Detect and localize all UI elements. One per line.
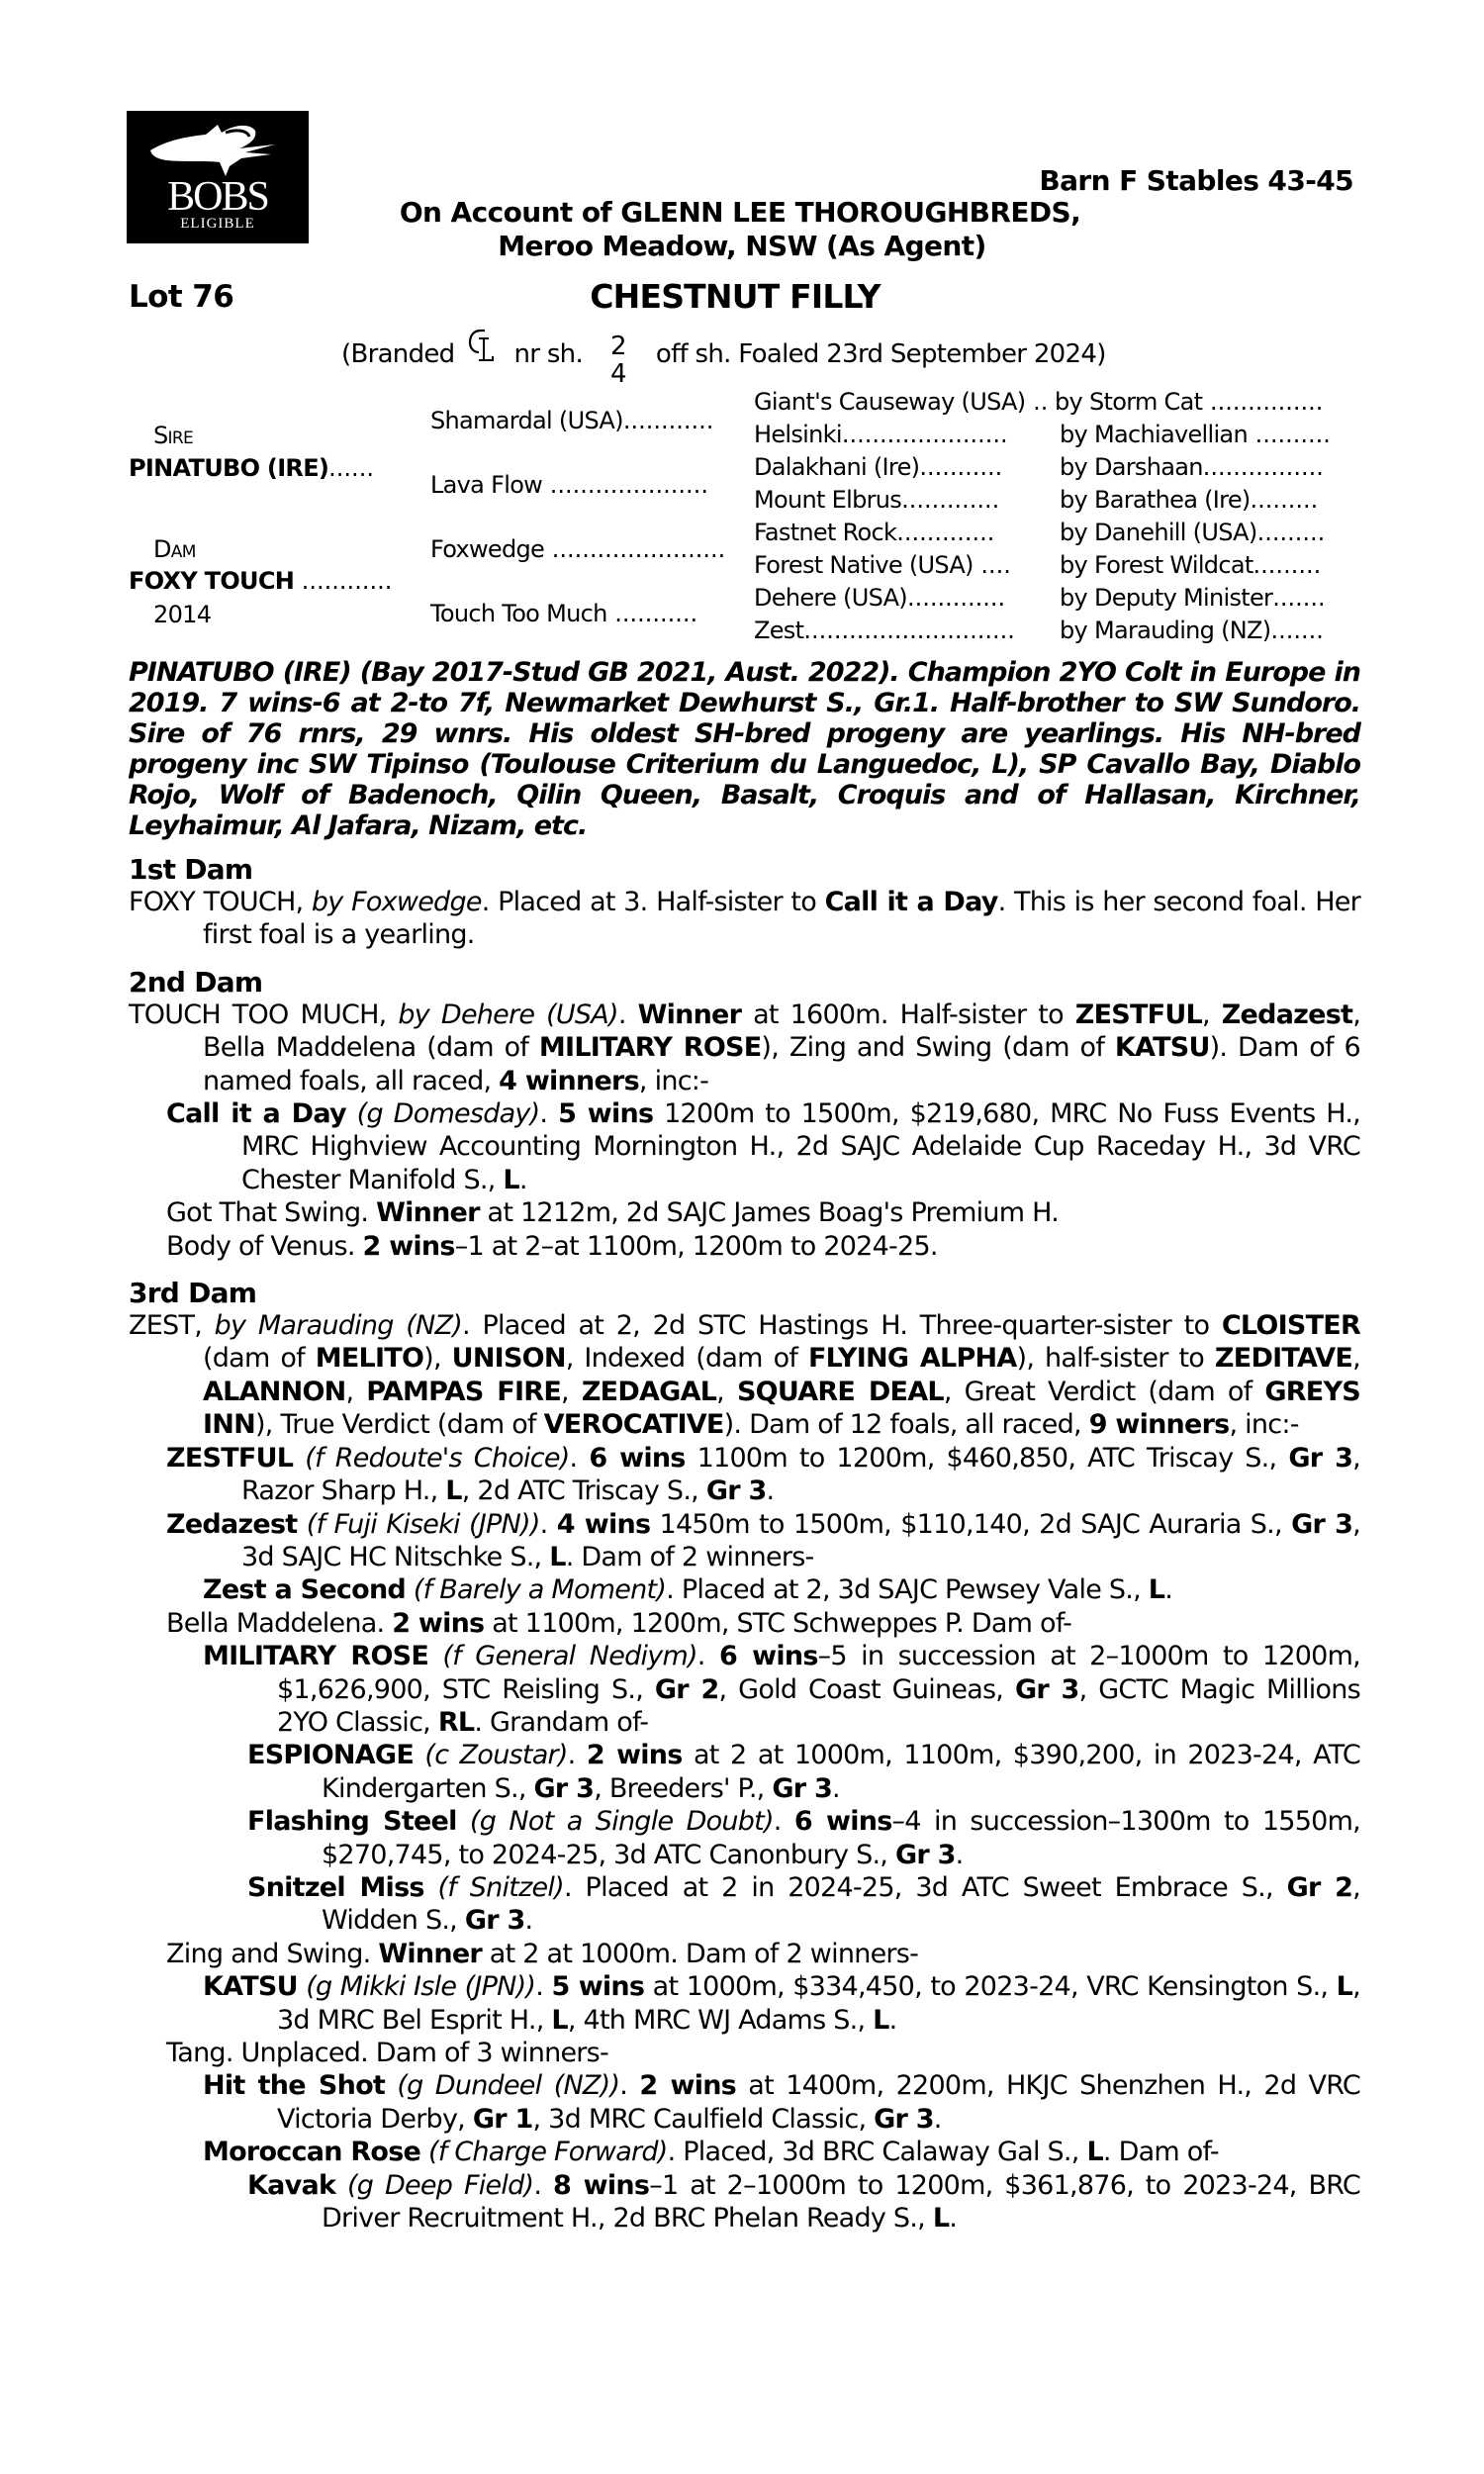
text: . — [617, 999, 638, 1030]
bold-text: Gr 2 — [1286, 1871, 1353, 1903]
text: –1 at 2–at 1100m, 1200m to 2024-25. — [454, 1230, 938, 1262]
bold-text: UNISON — [451, 1343, 566, 1375]
text: . — [773, 1806, 794, 1838]
text — [424, 1872, 438, 1903]
text: . — [696, 1641, 719, 1672]
dot-leader: ............. — [901, 486, 1000, 514]
bold-text: 4 winners — [499, 1065, 639, 1096]
text: . Placed at 2, 2d STC Hastings H. Three-quarter-sister to — [462, 1310, 1222, 1342]
pedigree-gen3-name — [754, 452, 1051, 482]
dot-leader: ................ — [1202, 453, 1324, 481]
ancestor-name: Fastnet Rock — [754, 519, 897, 546]
dot-leader: .......... — [1247, 421, 1331, 448]
italic-text: (g Not a Single Doubt) — [469, 1806, 774, 1838]
progeny-entry — [203, 2136, 1360, 2168]
bold-text: RL — [437, 1706, 475, 1738]
bold-text: MILITARY ROSE — [203, 1641, 429, 1672]
text: . — [518, 1164, 527, 1195]
ancestor-sire: by Marauding (NZ) — [1060, 617, 1271, 644]
text: . — [832, 1772, 840, 1804]
text: , Gold Coast Guineas, — [718, 1673, 1015, 1705]
bold-text: Gr 3 — [705, 1475, 767, 1507]
italic-text: by Foxwedge — [311, 887, 482, 917]
bold-text: MILITARY ROSE — [538, 1032, 762, 1064]
pedigree-gen2-entry — [430, 470, 708, 500]
ancestor-name: Lava Flow — [430, 471, 543, 499]
brand-symbol-icon — [467, 327, 501, 366]
section-heading: 2nd Dam — [129, 965, 263, 999]
text: . This is her second foal. Her first foal is a yearling. — [203, 887, 1361, 951]
bold-text: MELITO — [315, 1343, 424, 1375]
text: , Great Verdict (dam of — [943, 1376, 1265, 1407]
bold-text: 2 wins — [639, 2070, 737, 2102]
catalogue-body — [129, 657, 1360, 2235]
text: , 4th MRC WJ Adams S., — [567, 2004, 874, 2036]
bold-text: 5 wins — [551, 1971, 645, 2003]
pedigree-gen2-entry — [430, 599, 697, 628]
bold-text: L — [551, 2004, 568, 2036]
progeny-entry — [166, 2037, 1360, 2069]
text: at 1212m, 2d SAJC James Boag's Premium H. — [479, 1197, 1060, 1229]
bold-text: Gr 3 — [464, 1905, 525, 1937]
dot-leader: ............. — [896, 519, 995, 546]
dot-leader: ........... — [919, 453, 1003, 481]
pedigree-gen3-name — [754, 387, 1061, 417]
bold-text: L — [503, 1164, 519, 1195]
bold-text: Zest a Second — [203, 1574, 406, 1606]
dam-entry — [129, 1309, 1360, 1442]
pedigree-gen3-name — [754, 420, 1051, 449]
text: at 1000m, $334,450, to 2023-24, VRC Kensington S., — [644, 1971, 1337, 2003]
ancestor-sire: by Forest Wildcat — [1060, 551, 1253, 579]
text: , — [1352, 1343, 1360, 1375]
text: ), — [423, 1343, 452, 1375]
text: , Indexed (dam of — [565, 1343, 808, 1375]
bold-text: Moroccan Rose — [203, 2137, 421, 2168]
bold-text: Winner — [376, 1197, 480, 1229]
text: FOXY TOUCH, — [129, 887, 312, 917]
bold-text: L — [1336, 1971, 1353, 2003]
text: at 1600m. Half-sister to — [741, 999, 1075, 1030]
bold-text: PAMPAS FIRE — [366, 1376, 562, 1407]
text: , Widden S., — [322, 1871, 1361, 1937]
text: , — [561, 1376, 582, 1407]
text: ), half-sister to — [1016, 1343, 1215, 1375]
progeny-entry — [166, 1442, 1360, 1508]
italic-text: (g Dundeel (NZ)) — [397, 2070, 620, 2102]
bold-text: Gr 3 — [1291, 1508, 1353, 1540]
text: , inc:- — [638, 1065, 709, 1096]
text: Bella Maddelena. — [166, 1607, 393, 1639]
text: , Razor Sharp H., — [241, 1442, 1360, 1507]
text: –4 in succession–1300m to 1550m, $270,745, to 2024-25, 3d ATC Canonbury S., — [322, 1806, 1360, 1870]
text: , 3d MRC Bel Esprit H., — [277, 1971, 1360, 2036]
text: ), Zing and Swing (dam of — [761, 1032, 1115, 1064]
near-side-text: nr sh. — [513, 339, 584, 369]
bold-text: L — [445, 1475, 462, 1507]
dot-leader: .. — [1025, 388, 1049, 416]
sire-label: Sire — [153, 422, 194, 449]
bold-text: 9 winners — [1088, 1409, 1230, 1441]
text: Got That Swing. — [166, 1197, 377, 1229]
dot-leader: ............ — [294, 567, 393, 595]
bold-text: 2 wins — [362, 1230, 455, 1262]
ancestor-name: Mount Elbrus — [754, 486, 902, 514]
italic-text: (f Snitzel) — [437, 1871, 564, 1903]
text: . — [524, 1905, 533, 1937]
italic-text: by Marauding (NZ) — [214, 1310, 462, 1342]
text: . Grandam of- — [474, 1706, 649, 1738]
pedigree-gen3-sire — [1060, 485, 1356, 515]
dot-leader: ....... — [1270, 617, 1324, 644]
vendor-line-2: Meroo Meadow, NSW (As Agent) — [498, 230, 986, 262]
pedigree-gen3-sire — [1060, 518, 1356, 547]
text: . — [949, 2203, 958, 2235]
italic-text: (g Deep Field) — [347, 2169, 534, 2201]
progeny-entry — [247, 2169, 1360, 2236]
text: . Placed, 3d BRC Calaway Gal S., — [667, 2137, 1087, 2168]
dot-leader: ......... — [1252, 551, 1322, 579]
text: 1100m to 1200m, $460,850, ATC Triscay S., — [685, 1442, 1289, 1474]
bold-text: Gr 3 — [533, 1772, 595, 1804]
progeny-entry — [203, 1573, 1360, 1606]
italic-text: by Dehere (USA) — [398, 999, 618, 1030]
pedigree-gen3-sire — [1060, 583, 1356, 613]
pedigree-gen3-sire — [1060, 452, 1356, 482]
text: . Placed at 2 in 2024-25, 3d ATC Sweet Embrace S., — [563, 1871, 1287, 1903]
text: at 1400m, 2200m, HKJC Shenzhen H., 2d VRC Victoria Derby, — [277, 2070, 1360, 2135]
bold-text: Flashing Steel — [247, 1806, 457, 1838]
dot-leader: ........... — [606, 600, 698, 627]
text: . Dam of 2 winners- — [565, 1541, 814, 1572]
dam-label: Dam — [153, 535, 196, 563]
italic-text: (f Charge Forward) — [427, 2137, 668, 2168]
dam-entry — [129, 886, 1360, 952]
ancestor-name: Dehere (USA) — [754, 584, 907, 612]
bold-text: Winner — [637, 999, 742, 1030]
progeny-entry — [203, 1970, 1360, 2037]
dot-leader: ...... — [328, 454, 374, 482]
bold-text: 6 wins — [718, 1641, 818, 1672]
bold-text: 6 wins — [793, 1806, 892, 1838]
progeny-entry — [166, 1230, 1360, 1263]
bold-text: ZESTFUL — [1074, 999, 1202, 1030]
bold-text: SQUARE DEAL — [736, 1376, 944, 1407]
italic-text: (f General Nediym) — [442, 1641, 697, 1672]
ancestor-sire: by Machiavellian — [1060, 421, 1248, 448]
bold-text: Gr 3 — [772, 1772, 833, 1804]
section-heading: 1st Dam — [129, 853, 253, 886]
progeny-entry — [203, 2069, 1360, 2136]
bold-text: Call it a Day — [166, 1098, 346, 1130]
bold-text: L — [932, 2203, 950, 2235]
pedigree-gen3-name — [754, 485, 1051, 515]
branded-prefix: (Branded — [341, 339, 455, 369]
progeny-entry — [166, 1097, 1360, 1196]
lot-number: Lot 76 — [129, 279, 234, 315]
text — [346, 1098, 357, 1129]
lot-title: CHESTNUT FILLY — [590, 277, 881, 316]
fraction-numerator: 2 — [610, 332, 626, 361]
pedigree-gen3-sire — [1060, 550, 1356, 580]
text: –1 at 2–1000m to 1200m, $361,876, to 2023-24, BRC Driver Recruitment H., 2d BRC Phelan Ready S., — [322, 2169, 1360, 2235]
pedigree-gen3-sire — [1060, 420, 1356, 449]
vendor-name: On Account of GLENN LEE THOROUGHBREDS, — [399, 196, 1081, 229]
bold-text: KATSU — [1114, 1032, 1210, 1064]
bold-text: Gr 3 — [894, 1839, 956, 1870]
dot-leader: ............... — [1202, 388, 1324, 416]
dam-name-text: FOXY TOUCH — [129, 567, 295, 595]
bold-text: Gr 2 — [654, 1673, 719, 1705]
progeny-entry — [247, 1871, 1360, 1938]
text: at 1100m, 1200m, STC Schweppes P. Dam of- — [484, 1607, 1072, 1639]
ancestor-name: Forest Native (USA) — [754, 551, 974, 579]
bold-text: CLOISTER — [1221, 1310, 1360, 1342]
text: . — [569, 1442, 590, 1474]
dot-leader: ....... — [1272, 584, 1326, 612]
text: . — [539, 1098, 559, 1130]
bold-text: ZEDAGAL — [581, 1376, 717, 1407]
text: , 3d SAJC HC Nitschke S., — [241, 1508, 1360, 1572]
text: ), True Verdict (dam of — [255, 1409, 544, 1441]
ancestor-name: Dalakhani (Ire) — [754, 453, 920, 481]
text: . — [533, 2169, 553, 2201]
text: Body of Venus. — [166, 1230, 363, 1262]
dot-leader: ...................... — [841, 421, 1008, 448]
bold-text: Kavak — [247, 2169, 336, 2201]
vendor-line-1 — [0, 196, 1484, 229]
ancestor-sire: by Darshaan — [1060, 453, 1203, 481]
bold-text: FLYING ALPHA — [807, 1343, 1017, 1375]
ancestor-name: Helsinki — [754, 421, 842, 448]
dam-section — [129, 1277, 1360, 2235]
pedigree-gen2-entry — [430, 534, 725, 564]
progeny-entry — [247, 1739, 1360, 1805]
text: –5 in succession at 2–1000m to 1200m, $1,626,900, STC Reisling S., — [277, 1641, 1360, 1705]
pedigree-gen3-name — [754, 518, 1051, 547]
text: TOUCH TOO MUCH, — [129, 999, 399, 1030]
ancestor-name: Foxwedge — [430, 535, 545, 563]
bold-text: GREYS INN — [203, 1376, 1360, 1441]
bold-text: ALANNON — [203, 1376, 346, 1407]
dam-name — [129, 566, 392, 596]
text: , Breeders' P., — [594, 1772, 773, 1804]
text — [457, 1806, 470, 1837]
italic-text: (g Domesday) — [356, 1098, 540, 1130]
bold-text: L — [1086, 2137, 1103, 2168]
text: Zing and Swing. — [166, 1938, 379, 1969]
text: , 3d MRC Caulfield Classic, — [532, 2103, 875, 2135]
bold-text: L — [1148, 1574, 1165, 1606]
text: . Placed at 2, 3d SAJC Pewsey Vale S., — [666, 1574, 1149, 1606]
bold-text: ESPIONAGE — [247, 1740, 415, 1771]
ancestor-name: Touch Too Much — [430, 600, 607, 627]
italic-text: (f Fuji Kiseki (JPN)) — [306, 1508, 540, 1540]
text: . — [766, 1475, 775, 1507]
text: . — [1164, 1574, 1173, 1606]
text: 1200m to 1500m, $219,680, MRC No Fuss Events H., MRC Highview Accounting Mornington H., 2d SAJC Adelaide Cup Raceday H., 3d VRC Chester Manifold S., — [241, 1098, 1360, 1195]
italic-text: (f Redoute's Choice) — [305, 1442, 570, 1474]
text: ZEST, — [129, 1310, 215, 1342]
bold-text: Hit the Shot — [203, 2070, 386, 2102]
bold-text: Winner — [378, 1938, 482, 1969]
italic-text: (f Barely a Moment) — [413, 1574, 667, 1606]
text — [335, 2170, 347, 2201]
logo-brand-text: BOBS — [167, 174, 268, 220]
text — [298, 1971, 306, 2002]
bold-text: Zedazest — [1221, 999, 1353, 1030]
bold-text: 6 wins — [589, 1442, 686, 1474]
dam-foaled-year: 2014 — [153, 601, 212, 628]
text: . — [619, 2070, 640, 2102]
bold-text: 4 wins — [556, 1508, 651, 1540]
ancestor-sire: by Barathea (Ire) — [1060, 486, 1251, 514]
ancestor-name: Giant's Causeway (USA) — [754, 388, 1026, 416]
ancestor-sire: by Storm Cat — [1055, 388, 1203, 416]
text — [385, 2070, 397, 2101]
logo-subtitle-text: ELIGIBLE — [180, 216, 255, 232]
text: , 2d ATC Triscay S., — [461, 1475, 706, 1507]
progeny-entry — [166, 1607, 1360, 1640]
sire-name — [129, 453, 374, 483]
bold-text: Gr 3 — [1288, 1442, 1353, 1474]
text: . Placed at 3. Half-sister to — [481, 887, 825, 917]
pedigree-gen3-sire — [1060, 616, 1356, 645]
text: (dam of — [203, 1343, 316, 1375]
dam-entry — [129, 999, 1360, 1097]
branded-suffix: off sh. Foaled 23rd September 2024) — [655, 339, 1106, 369]
pedigree-gen3-name — [754, 583, 1051, 613]
bold-text: Gr 3 — [1014, 1673, 1079, 1705]
dot-leader: .... — [973, 551, 1011, 579]
text — [293, 1443, 305, 1474]
dot-leader: ......... — [1256, 519, 1326, 546]
bold-text: 8 wins — [553, 2169, 650, 2201]
bold-text: Zedazest — [166, 1508, 298, 1540]
progeny-entry — [166, 1938, 1360, 1970]
text — [414, 1740, 424, 1770]
bold-text: VEROCATIVE — [543, 1409, 724, 1441]
text — [297, 1509, 306, 1540]
ancestor-name: Shamardal (USA) — [430, 407, 623, 434]
ancestor-sire: by Deputy Minister — [1060, 584, 1273, 612]
ancestor-name: Zest — [754, 617, 804, 644]
bold-text: Gr 1 — [472, 2103, 533, 2135]
dot-leader: ..................... — [542, 471, 708, 499]
bold-text: L — [549, 1541, 566, 1572]
branding-line — [341, 327, 1106, 389]
dot-leader: ......... — [1250, 486, 1319, 514]
text: ). Dam of 6 named foals, all raced, — [203, 1032, 1360, 1096]
dot-leader: ....................... — [544, 535, 726, 563]
bold-text: 2 wins — [586, 1740, 683, 1771]
dot-leader: ............................ — [803, 617, 1015, 644]
ancestor-sire: by Danehill (USA) — [1060, 519, 1257, 546]
text: , GCTC Magic Millions 2YO Classic, — [277, 1673, 1360, 1738]
text: . — [539, 1508, 557, 1540]
dam-section — [129, 853, 1360, 952]
bold-text: L — [873, 2004, 889, 2036]
text: , — [1202, 999, 1222, 1030]
text: Tang. Unplaced. Dam of 3 winners- — [166, 2038, 608, 2068]
dot-leader: ............ — [622, 407, 714, 434]
bold-text: 5 wins — [558, 1098, 654, 1130]
pedigree-gen3-name — [754, 550, 1051, 580]
text: ). Dam of 12 foals, all raced, — [723, 1409, 1089, 1441]
sire-summary: PINATUBO (IRE) (Bay 2017-Stud GB 2021, Aust. 2022). Champion 2YO Colt in Europe in 2019. 7 wins-6 at 2-to 7f, Newmarket Dewhurst S., Gr.1. Half-brother to SW Sundoro. Sire of 76 rnrs, 29 wnrs. His oldest SH-bred progeny are yearlings. His NH-bred progeny inc SW Tipinso (Toulouse Criterium du Languedoc, L), SP Cavallo Bay, Diablo Rojo, Wolf of Badenoch, Qilin Queen, Basalt, Croquis and of Hallasan, Kirchner, Leyhaimur, Al Jafara, Nizam, etc. — [129, 657, 1360, 841]
text: . — [933, 2103, 942, 2135]
pedigree-gen3-sire — [1055, 387, 1351, 417]
bold-text: Call it a Day — [824, 887, 998, 917]
bold-text: Snitzel Miss — [247, 1871, 424, 1903]
progeny-entry — [203, 1640, 1360, 1739]
text — [406, 1574, 414, 1605]
progeny-entry — [166, 1196, 1360, 1229]
text: . — [535, 1971, 552, 2003]
text: at 2 at 1000m, 1100m, $390,200, in 2023-24, ATC Kindergarten S., — [322, 1740, 1360, 1804]
text: , — [345, 1376, 367, 1407]
barn-location: Barn F Stables 43-45 — [1039, 164, 1353, 197]
progeny-entry — [247, 1805, 1360, 1871]
text: , inc:- — [1229, 1409, 1299, 1441]
text: . Dam of- — [1102, 2137, 1219, 2168]
italic-text: (c Zoustar) — [424, 1740, 568, 1771]
off-side-fraction — [610, 333, 626, 388]
text: , Bella Maddelena (dam of — [203, 999, 1361, 1064]
sire-name-text: PINATUBO (IRE) — [129, 454, 329, 482]
progeny-entry — [166, 1508, 1360, 1574]
section-heading: 3rd Dam — [129, 1277, 257, 1310]
bold-text: 2 wins — [392, 1607, 485, 1639]
text — [428, 1641, 442, 1671]
dot-leader: ............. — [906, 584, 1006, 612]
bold-text: KATSU — [203, 1971, 298, 2003]
bold-text: ZESTFUL — [166, 1442, 294, 1474]
text: at 2 at 1000m. Dam of 2 winners- — [481, 1938, 919, 1969]
pedigree-gen2-entry — [430, 406, 713, 435]
fraction-denominator: 4 — [610, 359, 626, 389]
text: 1450m to 1500m, $110,140, 2d SAJC Auraria S., — [650, 1508, 1292, 1540]
text: . — [955, 1839, 964, 1870]
text: , — [716, 1376, 737, 1407]
bold-text: Gr 3 — [874, 2103, 934, 2135]
bold-text: ZEDITAVE — [1214, 1343, 1353, 1375]
text: . — [888, 2004, 897, 2036]
text — [420, 2137, 428, 2167]
pedigree-gen3-name — [754, 616, 1051, 645]
italic-text: (g Mikki Isle (JPN)) — [306, 1971, 536, 2003]
dam-section — [129, 966, 1360, 1263]
text: . — [567, 1740, 587, 1771]
